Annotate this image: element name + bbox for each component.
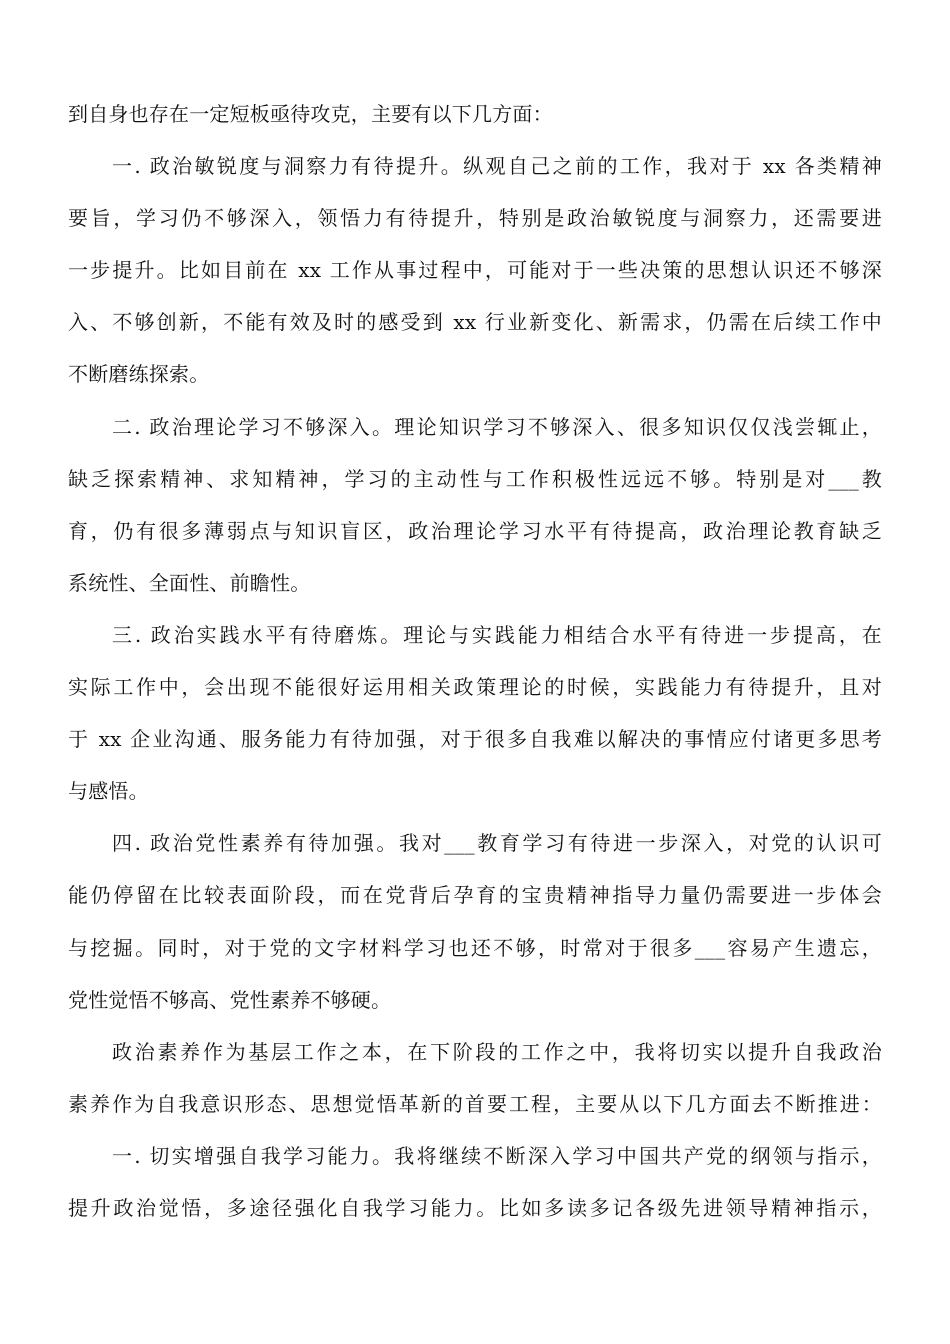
- text-line: 入、不够创新，不能有效及时的感受到 xx 行业新变化、新需求，仍需在后续工作中: [68, 310, 882, 335]
- text-line: 到自身也存在一定短板亟待攻克，主要有以下几方面：: [68, 102, 553, 126]
- text-line: 能仍停留在比较表面阶段，而在党背后孕育的宝贵精神指导力量仍需要进一步体会: [68, 883, 882, 908]
- text-line: 二. 政治理论学习不够深入。理论知识学习不够深入、很多知识仅仅浅尝辄止，: [112, 414, 882, 439]
- text-line: 三. 政治实践水平有待磨炼。理论与实践能力相结合水平有待进一步提高，在: [112, 622, 882, 647]
- text-line: 与挖掘。同时，对于党的文字材料学习也还不够，时常对于很多___容易产生遗忘，: [68, 935, 882, 960]
- text-line: 素养作为自我意识形态、思想觉悟革新的首要工程，主要从以下几方面去不断推进：: [68, 1091, 882, 1116]
- text-line: 党性觉悟不够高、党性素养不够硬。: [68, 987, 392, 1012]
- text-line: 育，仍有很多薄弱点与知识盲区，政治理论学习水平有待提高，政治理论教育缺乏: [68, 518, 882, 543]
- text-line: 一步提升。比如目前在 xx 工作从事过程中，可能对于一些决策的思想认识还不够深: [68, 258, 882, 283]
- text-line: 要旨，学习仍不够深入，领悟力有待提升，特别是政治敏锐度与洞察力，还需要进: [68, 206, 882, 231]
- text-line: 与感悟。: [68, 779, 149, 804]
- text-line: 提升政治觉悟，多途径强化自我学习能力。比如多读多记各级先进领导精神指示，: [68, 1195, 882, 1220]
- text-line: 实际工作中，会出现不能很好运用相关政策理论的时候，实践能力有待提升，且对: [68, 675, 882, 700]
- document-body: [68, 88, 882, 1234]
- text-line: 不断磨练探索。: [68, 362, 210, 387]
- text-line: 政治素养作为基层工作之本，在下阶段的工作之中，我将切实以提升自我政治: [112, 1039, 882, 1064]
- text-line: 缺乏探索精神、求知精神，学习的主动性与工作积极性远远不够。特别是对___教: [68, 466, 882, 491]
- text-line: 于 xx 企业沟通、服务能力有待加强，对于很多自我难以解决的事情应付诸更多思考: [68, 727, 882, 752]
- text-line: 系统性、全面性、前瞻性。: [68, 570, 311, 595]
- text-line: 四. 政治党性素养有待加强。我对___教育学习有待进一步深入，对党的认识可: [112, 831, 882, 856]
- text-line: 一. 政治敏锐度与洞察力有待提升。纵观自己之前的工作，我对于 xx 各类精神: [112, 154, 882, 179]
- text-line: 一. 切实增强自我学习能力。我将继续不断深入学习中国共产党的纲领与指示，: [112, 1143, 882, 1168]
